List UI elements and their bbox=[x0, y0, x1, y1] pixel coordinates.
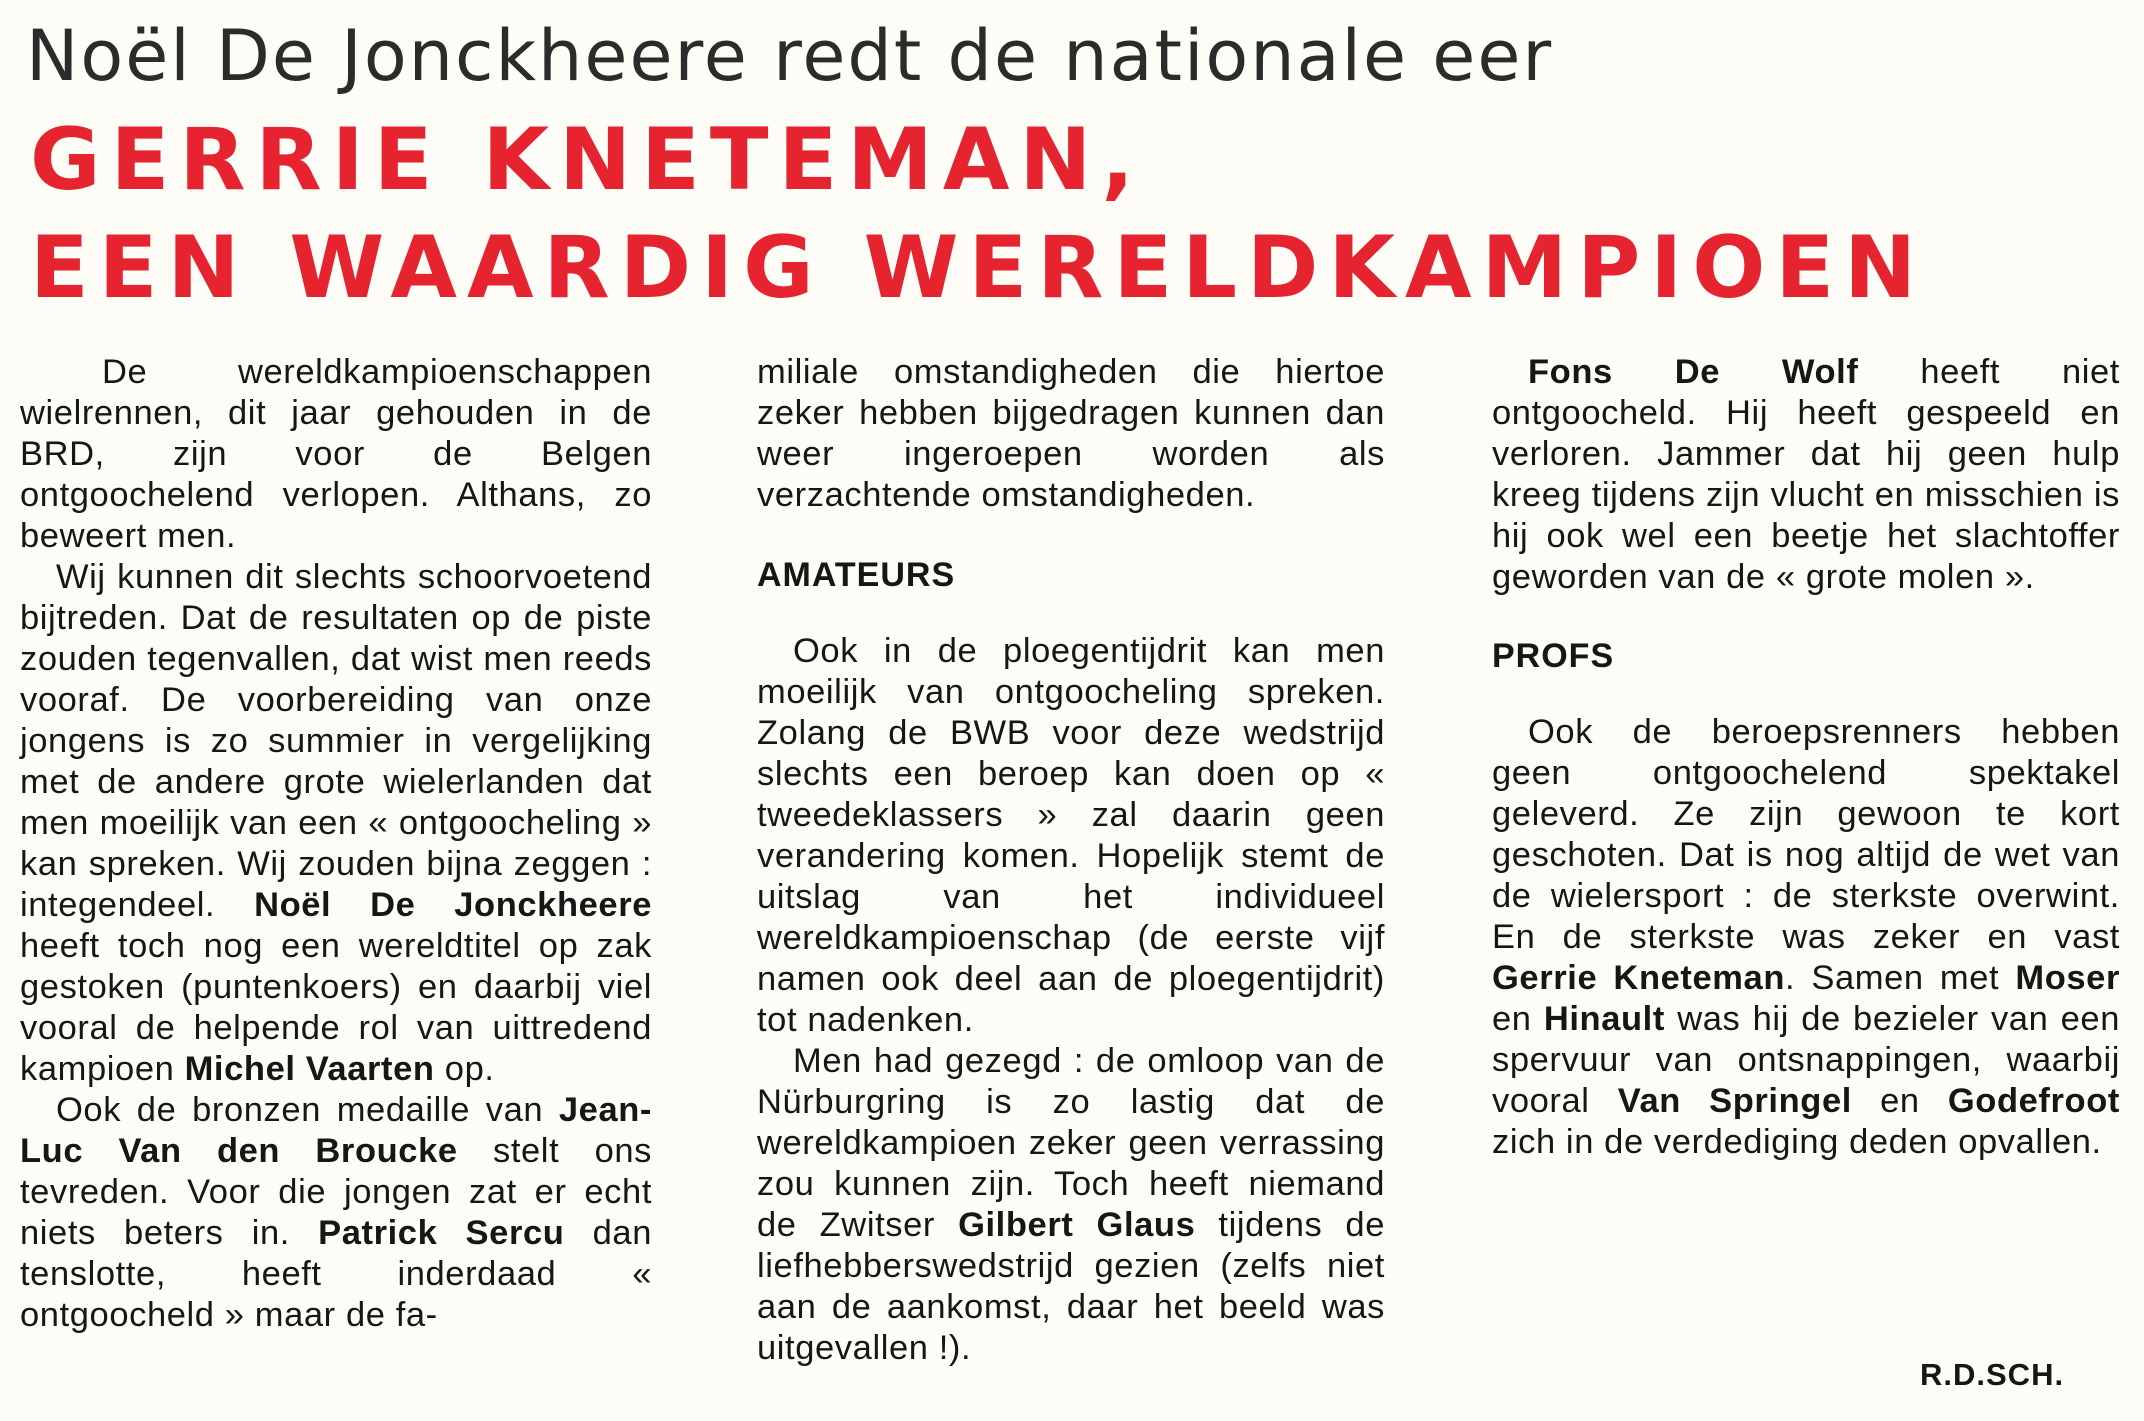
paragraph-text: op. bbox=[434, 1050, 495, 1088]
rider-name: Jean-Luc Van den Broucke bbox=[20, 1091, 652, 1170]
paragraph bbox=[20, 352, 652, 557]
rider-name: Moser bbox=[2015, 959, 2120, 997]
section-heading-profs: PROFS bbox=[1492, 637, 1615, 675]
article-headline-line-2: EEN WAARDIG WERELDKAMPIOEN bbox=[30, 218, 1927, 318]
section-heading-amateurs: AMATEURS bbox=[757, 556, 956, 594]
paragraph: Ook in de ploegentijdrit kan men moeilijk van ontgoocheling spreken. Zolang de BWB voor deze wedstrijd slechts een beroep kan doen op « tweedeklassers » zal daarin geen verandering komen. Hopelijk stemt de uitslag van het individueel wereldkampioenschap (de eerste vijf namen ook deel aan de ploegentijdrit) tot nadenken. bbox=[757, 632, 1385, 1039]
rider-name: Van Springel bbox=[1617, 1082, 1852, 1120]
paragraph-text: . Samen met bbox=[1785, 959, 2016, 997]
paragraph-text: heeft niet ontgoocheld. Hij heeft gespeeld en verloren. Jammer dat hij geen hulp kreeg tijdens zijn vlucht en misschien is hij ook wel een beetje het slachtoffer geworden van de « grote molen ». bbox=[1492, 353, 2120, 596]
spacer bbox=[1492, 598, 2120, 636]
rider-name: Gerrie Kneteman bbox=[1492, 959, 1786, 997]
author-signature: R.D.SCH. bbox=[1920, 1357, 2065, 1392]
paragraph-text: Men had gezegd : de omloop van de Nürburgring is zo lastig dat de wereldkampioen zeker geen verrassing zou kunnen zijn. Toch heeft niemand de Zwitser bbox=[757, 1042, 1385, 1244]
paragraph bbox=[1492, 712, 2120, 1163]
article-column-3 bbox=[1492, 352, 2120, 1163]
paragraph-text: Ook de beroepsrenners hebben geen ontgoochelend spektakel geleverd. Ze zijn gewoon te kort geschoten. Dat is nog altijd de wet van de wielersport : de sterkste overwint. En de sterkste was zeker en vast bbox=[1492, 713, 2120, 956]
paragraph bbox=[20, 1090, 652, 1336]
spacer bbox=[757, 596, 1385, 631]
paragraph-text: Wij kunnen dit slechts schoorvoetend bijtreden. Dat de resultaten op de piste zouden tegenvallen, dat wist men reeds vooraf. De voorbereiding van onze jongens is zo summier in vergelijking met de andere grote wielerlanden dat men moeilijk van een « ontgoocheling » kan spreken. Wij zouden bijna zeggen : integendeel. bbox=[20, 558, 652, 924]
paragraph-text: was hij de bezieler van een spervuur van ontsnappingen, waarbij vooral bbox=[1492, 1000, 2120, 1120]
rider-name: Godefroot bbox=[1947, 1082, 2120, 1120]
article-headline-line-1: GERRIE KNETEMAN, bbox=[30, 110, 1145, 210]
rider-name: Michel Vaarten bbox=[184, 1050, 435, 1088]
spacer bbox=[1492, 677, 2120, 712]
paragraph-text: zich in de verdediging deden opvallen. bbox=[1492, 1123, 2102, 1161]
paragraph-text: De wereldkampioenschappen wielrennen, dit jaar gehouden in de BRD, zijn voor de Belgen ontgoochelend verlopen. Althans, zo beweert men. bbox=[20, 353, 652, 555]
paragraph-text: heeft toch nog een wereldtitel op zak gestoken (puntenkoers) en daarbij viel vooral de helpende rol van uittredend kampioen bbox=[20, 927, 652, 1088]
paragraph-text: en bbox=[1851, 1082, 1948, 1120]
paragraph-text: en bbox=[1492, 1000, 1544, 1038]
paragraph bbox=[20, 557, 652, 1090]
paragraph bbox=[757, 1041, 1385, 1369]
paragraph-text: stelt ons tevreden. Voor die jongen zat er echt niets beters in. bbox=[20, 1132, 652, 1252]
paragraph-text: Ook de bronzen medaille van bbox=[56, 1091, 559, 1129]
spacer bbox=[757, 516, 1385, 555]
article-column-2 bbox=[757, 352, 1385, 1369]
paragraph-text: tijdens de liefhebberswedstrijd gezien (zelfs niet aan de aankomst, daar het beeld was uitgevallen !). bbox=[757, 1206, 1385, 1367]
rider-name: Noël De Jonckheere bbox=[254, 886, 653, 924]
paragraph bbox=[1492, 352, 2120, 598]
rider-name: Patrick Sercu bbox=[318, 1214, 565, 1252]
article-kicker: Noël De Jonckheere redt de nationale eer bbox=[26, 15, 1554, 97]
paragraph-text: dan tenslotte, heeft inderdaad « ontgoocheld » maar de fa- bbox=[20, 1214, 652, 1334]
paragraph: miliale omstandigheden die hiertoe zeker hebben bijgedragen kunnen dan weer ingeroepen worden als verzachtende omstandigheden. bbox=[757, 353, 1385, 514]
rider-name: Gilbert Glaus bbox=[958, 1206, 1196, 1244]
rider-name: Hinault bbox=[1543, 1000, 1665, 1038]
rider-name: Fons De Wolf bbox=[1528, 353, 1859, 391]
article-column-1 bbox=[20, 352, 652, 1336]
